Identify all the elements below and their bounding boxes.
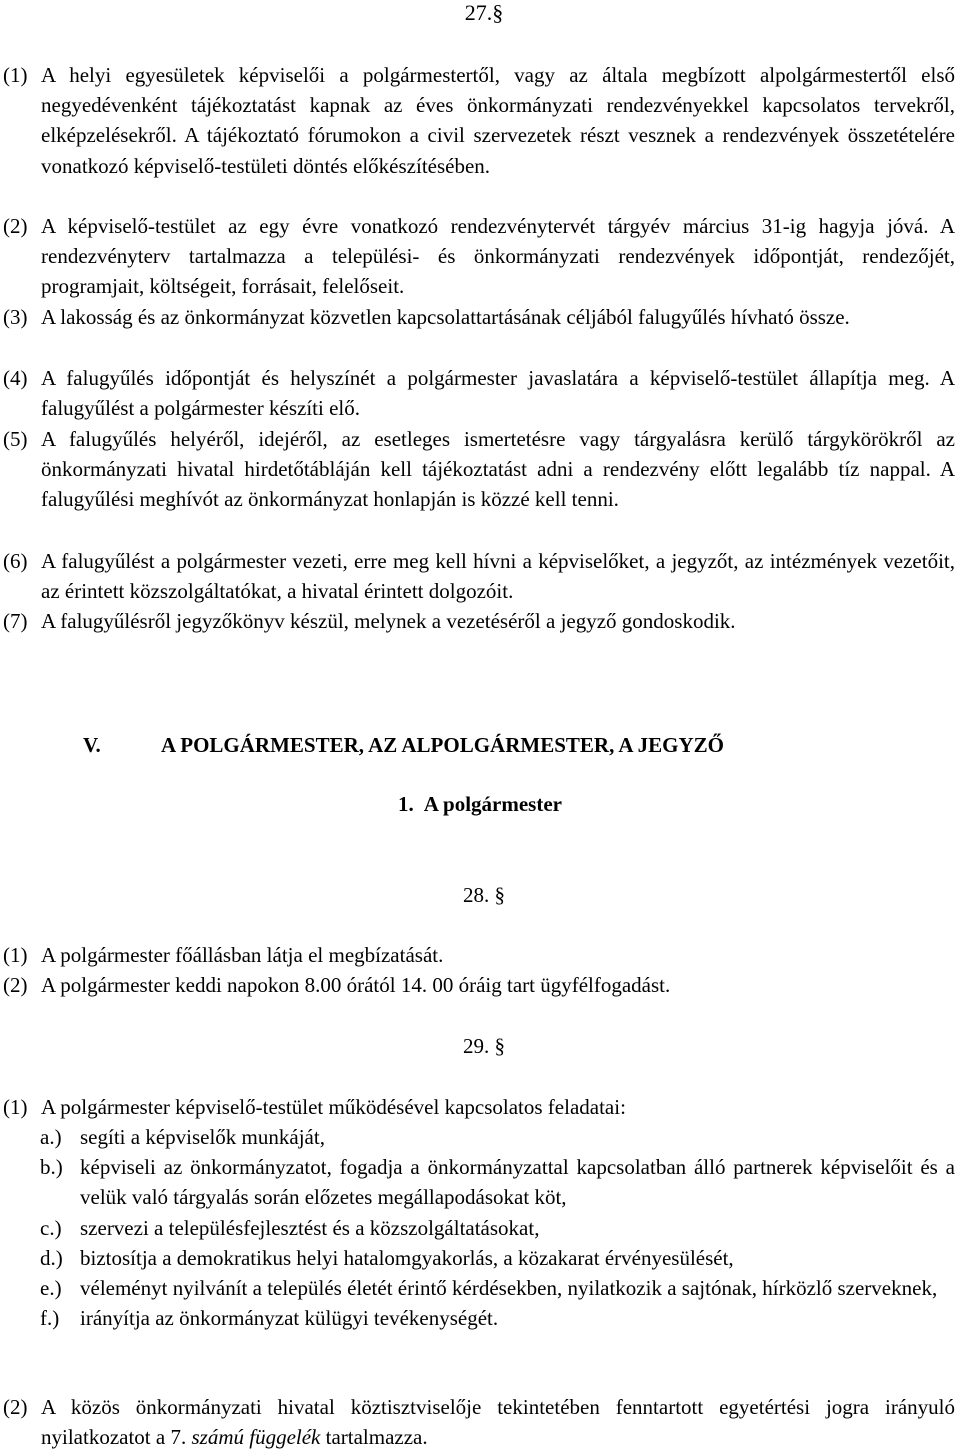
paragraph-text: A polgármester képviselő-testület működésével kapcsolatos feladatai: xyxy=(41,1095,626,1119)
paragraph-number: (4) xyxy=(3,366,28,390)
section-27-paragraph-6 xyxy=(3,546,955,606)
list-item xyxy=(40,1152,955,1212)
list-item xyxy=(40,1243,955,1273)
paragraph-text: A falugyűlésről jegyzőkönyv készül, melynek a vezetéséről a jegyző gondoskodik. xyxy=(41,609,736,633)
subheading-number: 1. xyxy=(398,792,414,816)
list-item-text: irányítja az önkormányzat külügyi tevékenységét. xyxy=(80,1306,499,1331)
list-item-text: képviseli az önkormányzatot, fogadja a önkormányzattal kapcsolatban álló partnerek képviselőit és a velük való tárgyalás során előzetes megállapodásokat köt, xyxy=(80,1155,955,1210)
list-item xyxy=(40,1122,955,1152)
list-item-letter: c.) xyxy=(40,1215,62,1240)
chapter-title: A POLGÁRMESTER, AZ ALPOLGÁRMESTER, A JEGYZŐ xyxy=(161,733,725,757)
paragraph-number: (2) xyxy=(3,973,28,997)
section-27-number: 27.§ xyxy=(464,0,504,25)
paragraph-text: A lakosság és az önkormányzat közvetlen kapcsolattartásának céljából falugyűlés hívható össze. xyxy=(41,305,850,329)
paragraph-text: A helyi egyesületek képviselői a polgármestertől, vagy az általa megbízott alpolgármestertől első negyedévenként tájékoztatást kapnak az éves önkormányzati rendezvényekkel kapcsolatos tervekről, elképzelésekről. A tájékoztató fórumokon a civil szervezetek részt vesznek a rendezvények összetételére vonatkozó képviselő-testületi döntés előkészítésében. xyxy=(41,63,955,178)
list-item-letter: d.) xyxy=(40,1245,63,1270)
paragraph-number: (2) xyxy=(3,1395,28,1419)
paragraph-number: (1) xyxy=(3,943,28,967)
list-item-letter: e.) xyxy=(40,1276,62,1301)
list-item-text: véleményt nyilvánít a település életét érintő kérdésekben, nyilatkozik a sajtónak, hírközlő szerveknek, xyxy=(80,1276,938,1301)
subheading-title: A polgármester xyxy=(423,792,562,816)
paragraph-text: A polgármester keddi napokon 8.00 órától 14. 00 óráig tart ügyfélfogadást. xyxy=(41,973,671,997)
list-item-letter: f.) xyxy=(40,1306,60,1331)
paragraph-number: (1) xyxy=(3,1095,28,1119)
chapter-heading xyxy=(83,730,724,760)
section-27-paragraph-5 xyxy=(3,424,955,515)
section-27-paragraph-7 xyxy=(3,606,955,636)
paragraph-number: (7) xyxy=(3,609,28,633)
paragraph-text-end: tartalmazza. xyxy=(325,1425,428,1450)
list-item xyxy=(40,1273,955,1303)
section-29-paragraph-2 xyxy=(3,1392,955,1452)
paragraph-text: A falugyűlés időpontját és helyszínét a polgármester javaslatára a képviselő-testület állapítja meg. A falugyűlést a polgármester készíti elő. xyxy=(41,366,955,421)
section-28-number: 28. § xyxy=(463,883,505,907)
paragraph-text xyxy=(41,1392,955,1452)
chapter-roman-number: V. xyxy=(83,733,101,757)
paragraph-text: A polgármester főállásban látja el megbízatását. xyxy=(41,943,444,967)
section-28-paragraph-2 xyxy=(3,970,955,1000)
list-item-letter: a.) xyxy=(40,1125,62,1149)
section-27-paragraph-3 xyxy=(3,302,955,332)
section-27-paragraph-2 xyxy=(3,211,955,302)
paragraph-number: (1) xyxy=(3,63,28,87)
paragraph-text: A falugyűlés helyéről, idejéről, az esetleges ismertetésre vagy tárgyalásra kerülő tárgykörökről az önkormányzati hivatal hirdetőtábláján kell tájékoztatást adni a rendezvény előtt legalább tíz nappal. A falugyűlési meghívót az önkormányzat honlapján is közzé kell tenni. xyxy=(41,427,955,512)
paragraph-text: A falugyűlést a polgármester vezeti, erre meg kell hívni a képviselőket, a jegyzőt, az intézmények vezetőit, az érintett közszolgáltatókat, a hivatal érintett dolgozóit. xyxy=(41,549,955,604)
list-item-text: szervezi a településfejlesztést és a közszolgáltatásokat, xyxy=(80,1215,540,1240)
paragraph-number: (2) xyxy=(3,214,28,238)
section-29-number: 29. § xyxy=(463,1034,505,1058)
list-item xyxy=(40,1213,955,1243)
subheading xyxy=(0,789,960,819)
section-27-paragraph-4 xyxy=(3,363,955,423)
section-27-paragraph-1 xyxy=(3,60,955,181)
appendix-reference: számú függelék xyxy=(191,1425,321,1450)
section-29-paragraph-1 xyxy=(3,1092,955,1122)
list-item-letter: b.) xyxy=(40,1155,63,1180)
paragraph-number: (6) xyxy=(3,549,28,573)
paragraph-text-main: A közös önkormányzati hivatal köztisztviselője tekintetében fenntartott egyetértési jogra irányuló nyilatkozatot a 7. xyxy=(41,1395,955,1450)
list-item xyxy=(40,1303,955,1333)
paragraph-number: (5) xyxy=(3,427,28,451)
list-item-text: segíti a képviselők munkáját, xyxy=(80,1125,325,1149)
section-28-paragraph-1 xyxy=(3,940,955,970)
duties-list xyxy=(40,1122,955,1333)
list-item-text: biztosítja a demokratikus helyi hatalomgyakorlás, a közakarat érvényesülését, xyxy=(80,1245,734,1270)
paragraph-text: A képviselő-testület az egy évre vonatkozó rendezvénytervét tárgyév március 31-ig hagyja jóvá. A rendezvényterv tartalmazza a települési- és önkormányzati rendezvények időpontját, rendezőjét, programjait, költségeit, forrásait, felelőseit. xyxy=(41,214,955,299)
paragraph-number: (3) xyxy=(3,305,28,329)
